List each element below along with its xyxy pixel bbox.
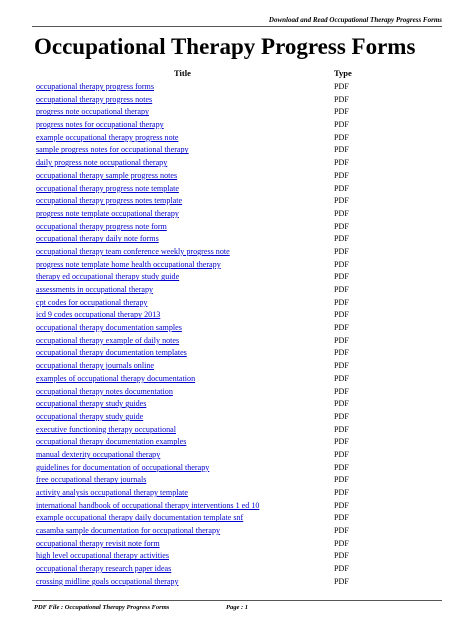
document-link[interactable]: high level occupational therapy activities	[36, 551, 170, 561]
table-row	[36, 487, 376, 500]
file-type-label: PDF	[334, 107, 349, 117]
file-type-label: PDF	[334, 246, 349, 256]
file-type-label: PDF	[334, 538, 349, 548]
footer-divider	[32, 600, 442, 601]
file-type-label: PDF	[334, 196, 349, 206]
document-link[interactable]: occupational therapy progress note form	[36, 221, 167, 231]
table-row	[36, 271, 376, 284]
table-row	[36, 563, 376, 576]
document-link[interactable]: progress notes for occupational therapy	[36, 120, 164, 130]
file-type-label: PDF	[334, 221, 349, 231]
document-link[interactable]: occupational therapy daily note forms	[36, 234, 159, 244]
table-row	[36, 322, 376, 335]
document-link[interactable]: occupational therapy revisit note form	[36, 538, 160, 548]
file-type-label: PDF	[334, 411, 349, 421]
file-type-label: PDF	[334, 208, 349, 218]
column-header-title: Title	[174, 68, 191, 78]
file-type-label: PDF	[334, 297, 349, 307]
table-row	[36, 538, 376, 551]
table-row	[36, 221, 376, 234]
file-type-label: PDF	[334, 526, 349, 536]
document-link[interactable]: occupational therapy documentation samples	[36, 323, 182, 333]
document-link[interactable]: occupational therapy study guide	[36, 411, 144, 421]
table-row	[36, 195, 376, 208]
file-type-label: PDF	[334, 259, 349, 269]
document-link[interactable]: sample progress notes for occupational therapy	[36, 145, 189, 155]
table-row	[36, 170, 376, 183]
document-link[interactable]: occupational therapy documentation examples	[36, 437, 187, 447]
table-row	[36, 233, 376, 246]
document-link[interactable]: occupational therapy research paper ideas	[36, 564, 172, 574]
table-row	[36, 246, 376, 259]
footer-file-label: PDF File : Occupational Therapy Progress Forms	[34, 604, 170, 611]
document-link[interactable]: activity analysis occupational therapy template	[36, 488, 188, 497]
footer-page-label: Page : 1	[226, 604, 249, 611]
table-row	[36, 512, 376, 525]
document-link[interactable]: progress note occupational therapy	[36, 107, 150, 117]
document-link[interactable]: guidelines for documentation of occupational therapy	[36, 462, 210, 472]
document-link[interactable]: executive functioning therapy occupational	[36, 424, 177, 434]
document-link[interactable]: examples of occupational therapy documentation	[36, 373, 196, 383]
table-row	[36, 106, 376, 119]
table-row	[36, 335, 376, 348]
document-link[interactable]: occupational therapy study guides	[36, 399, 147, 409]
file-type-label: PDF	[334, 449, 349, 459]
file-type-label: PDF	[334, 424, 349, 434]
table-row	[36, 373, 376, 386]
document-link[interactable]: cpt codes for occupational therapy	[36, 297, 148, 307]
table-row	[36, 386, 376, 399]
document-link[interactable]: daily progress note occupational therapy	[36, 158, 168, 168]
document-title: Occupational Therapy Progress Forms	[34, 34, 416, 59]
table-row	[36, 474, 376, 487]
file-type-label: PDF	[334, 94, 349, 104]
table-row	[36, 436, 376, 449]
page-header-text: Download and Read Occupational Therapy Progress Forms	[268, 16, 442, 24]
document-link[interactable]: occupational therapy journals online	[36, 361, 154, 371]
document-link[interactable]: manual dexterity occupational therapy	[36, 449, 161, 459]
table-row	[36, 309, 376, 322]
table-row	[36, 259, 376, 272]
file-type-label: PDF	[334, 564, 349, 574]
file-type-label: PDF	[334, 132, 349, 142]
table-row	[36, 208, 376, 221]
file-type-label: PDF	[334, 373, 349, 383]
file-type-label: PDF	[334, 323, 349, 333]
table-row	[36, 462, 376, 475]
table-row	[36, 132, 376, 145]
table-row	[36, 449, 376, 462]
file-type-label: PDF	[334, 576, 349, 586]
document-link[interactable]: occupational therapy progress note template	[36, 183, 179, 193]
document-link[interactable]: crossing midline goals occupational therapy	[36, 576, 179, 586]
file-type-label: PDF	[334, 120, 349, 130]
file-type-label: PDF	[334, 399, 349, 409]
file-type-label: PDF	[334, 437, 349, 447]
document-link[interactable]: assessments in occupational therapy	[36, 285, 154, 294]
table-row	[36, 576, 376, 589]
document-list	[36, 81, 376, 589]
table-row	[36, 284, 376, 297]
document-link[interactable]: occupational therapy example of daily notes	[36, 335, 180, 345]
file-type-label: PDF	[334, 285, 349, 294]
table-row	[36, 157, 376, 170]
file-type-label: PDF	[334, 513, 349, 523]
table-row	[36, 183, 376, 196]
file-type-label: PDF	[334, 488, 349, 497]
file-type-label: PDF	[334, 170, 349, 180]
file-type-label: PDF	[334, 348, 349, 358]
document-link[interactable]: progress note template occupational therapy	[36, 208, 179, 218]
table-row	[36, 119, 376, 132]
file-type-label: PDF	[334, 462, 349, 472]
document-link[interactable]: progress note template home health occupational therapy	[36, 259, 221, 269]
document-link[interactable]: occupational therapy progress notes template	[36, 196, 183, 206]
document-link[interactable]: casamba sample documentation for occupational therapy	[36, 526, 221, 536]
document-link[interactable]: example occupational therapy daily documentation template snf	[36, 513, 244, 523]
table-row	[36, 81, 376, 94]
file-type-label: PDF	[334, 158, 349, 168]
file-type-label: PDF	[334, 475, 349, 485]
document-link[interactable]: occupational therapy progress notes	[36, 94, 153, 104]
table-row	[36, 411, 376, 424]
table-row	[36, 144, 376, 157]
document-link[interactable]: therapy ed occupational therapy study guide	[36, 272, 180, 282]
document-link[interactable]: occupational therapy documentation templates	[36, 348, 187, 358]
document-link[interactable]: occupational therapy notes documentation	[36, 386, 173, 396]
column-header-type: Type	[334, 68, 352, 78]
file-type-label: PDF	[334, 145, 349, 155]
table-row	[36, 94, 376, 107]
table-row	[36, 550, 376, 563]
file-type-label: PDF	[334, 272, 349, 282]
file-type-label: PDF	[334, 361, 349, 371]
file-type-label: PDF	[334, 500, 349, 510]
table-row	[36, 398, 376, 411]
header-divider	[32, 26, 442, 27]
document-link[interactable]: icd 9 codes occupational therapy 2013	[36, 310, 161, 320]
table-row	[36, 500, 376, 513]
table-row	[36, 525, 376, 538]
table-row	[36, 424, 376, 437]
file-type-label: PDF	[334, 183, 349, 193]
file-type-label: PDF	[334, 82, 349, 91]
file-type-label: PDF	[334, 234, 349, 244]
table-row	[36, 360, 376, 373]
document-link[interactable]: free occupational therapy journals	[36, 475, 147, 485]
table-row	[36, 297, 376, 310]
table-row	[36, 347, 376, 360]
file-type-label: PDF	[334, 310, 349, 320]
file-type-label: PDF	[334, 335, 349, 345]
document-link[interactable]: example occupational therapy progress note	[36, 132, 179, 142]
document-link[interactable]: occupational therapy progress forms	[36, 82, 154, 91]
file-type-label: PDF	[334, 551, 349, 561]
document-link[interactable]: international handbook of occupational therapy interventions 1 ed 10	[36, 500, 260, 510]
document-link[interactable]: occupational therapy sample progress notes	[36, 170, 178, 180]
document-link[interactable]: occupational therapy team conference weekly progress note	[36, 246, 230, 256]
file-type-label: PDF	[334, 386, 349, 396]
